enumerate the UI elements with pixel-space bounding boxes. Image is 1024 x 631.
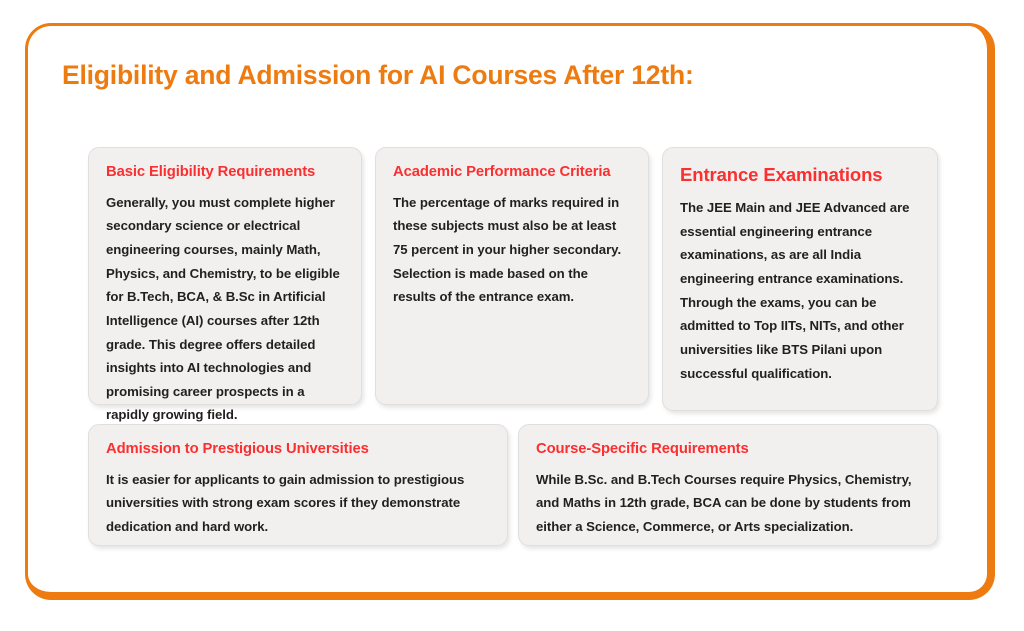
card-body-text: The JEE Main and JEE Advanced are essential engineering entrance examinations, as are all India engineering entrance examinations. Through the exams, you can be admitted to Top IITs, NITs, and other universities like BTS Pilani upon successful qualification.	[680, 200, 910, 381]
card-admission-to-prestigious-universities	[88, 424, 508, 546]
card-body-text: Generally, you must complete higher secondary science or electrical engineering courses, mainly Math, Physics, and Chemistry, to be eligible for B.Tech, BCA, & B.Sc in Artificial Intelligence (AI) courses after 12th grade. This degree offers detailed insights into AI technologies and promising career prospects in a rapidly growing field.	[106, 194, 340, 423]
card-body-text: While B.Sc. and B.Tech Courses require Physics, Chemistry, and Maths in 12th grade, BCA can be done by students from either a Science, Commerce, or Arts specialization.	[536, 471, 912, 534]
card-heading: Basic Eligibility Requirements	[106, 164, 316, 180]
card-heading: Academic Performance Criteria	[393, 164, 611, 180]
card-basic-eligibility-requirements	[88, 147, 362, 423]
card-content	[376, 148, 648, 323]
card-heading: Entrance Examinations	[680, 164, 883, 185]
card-content	[519, 425, 937, 553]
card-course-specific-requirements	[518, 424, 938, 546]
page-title: Eligibility and Admission for AI Courses After 12th:	[62, 60, 694, 90]
card-content	[89, 425, 507, 553]
card-heading: Admission to Prestigious Universities	[106, 441, 369, 457]
card-content	[89, 148, 361, 441]
card-body-text: The percentage of marks required in these subjects must also be at least 75 percent in your higher secondary. Selection is made based on the results of the entrance exam.	[393, 194, 622, 305]
card-heading: Course-Specific Requirements	[536, 441, 749, 457]
card-academic-performance-criteria	[375, 147, 649, 405]
card-body-text: It is easier for applicants to gain admission to prestigious universities with strong exam scores if they demonstrate dedication and hard work.	[106, 471, 465, 534]
card-content	[663, 148, 937, 399]
card-entrance-examinations	[662, 147, 938, 411]
